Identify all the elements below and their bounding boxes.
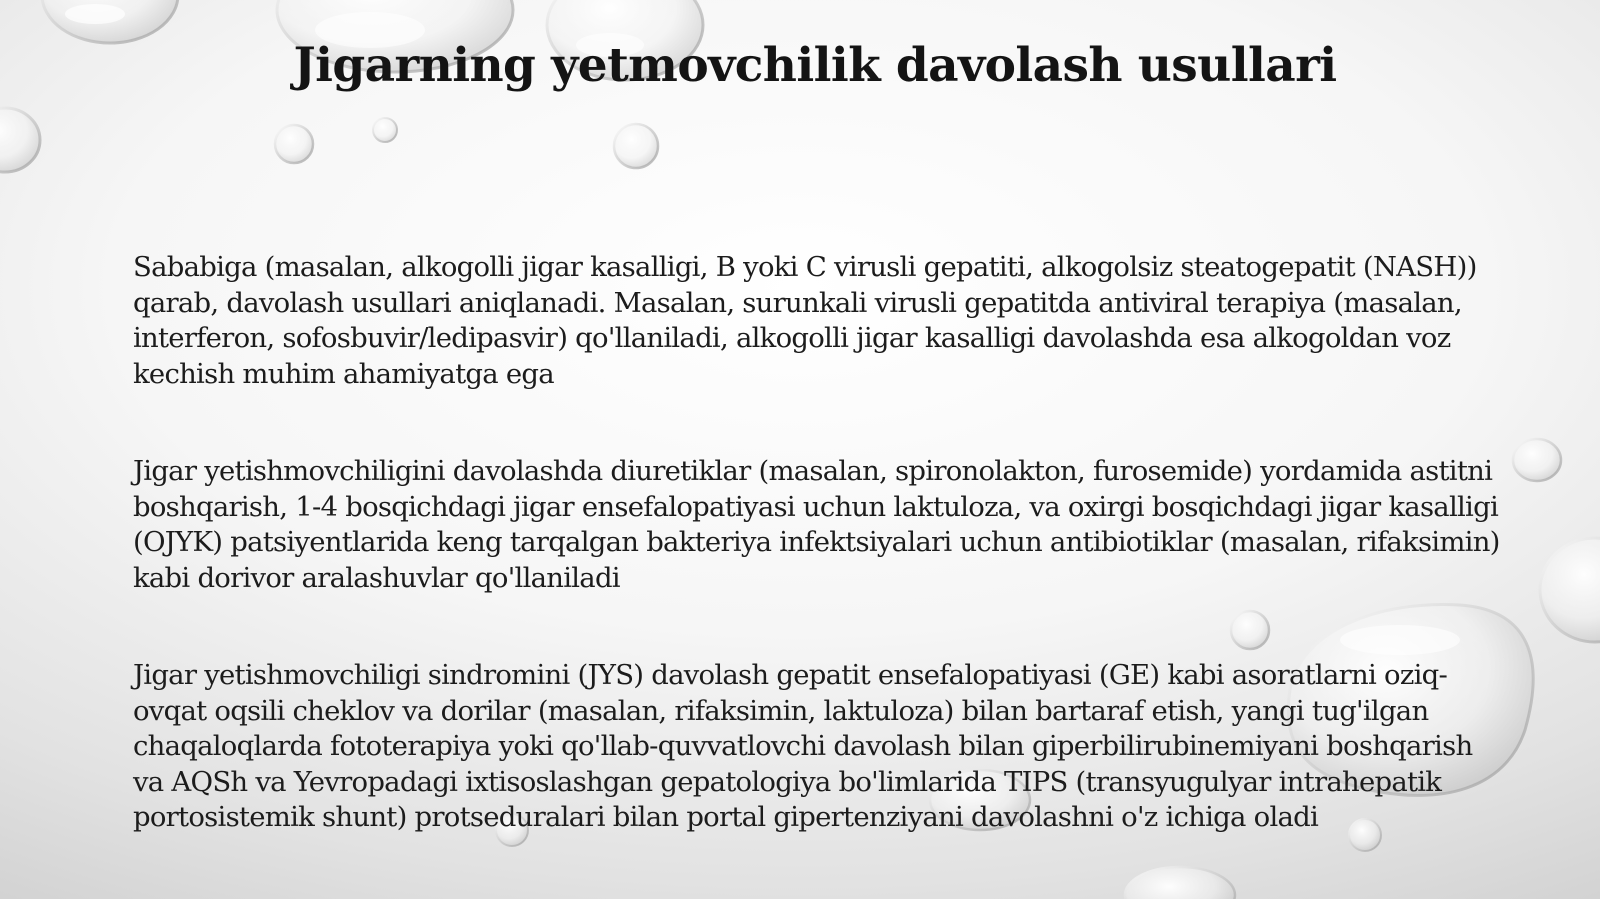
paragraph-complications: Jigar yetishmovchiligi sindromini (JYS) davolash gepatit ensefalopatiyasi (GE) kabi asoratlarni oziq-ovqat oqsili cheklov va dorilar (masalan, rifaksimin, laktuloza) bilan bartaraf etish, yangi tug'ilgan chaqaloqlarda fototerapiya yoki qo'llab-quvvatlovchi davolash bilan giperbilirubinemiyani boshqarish va AQSh va Yevropadagi ixtisoslashgan gepatologiya bo'limlarida TIPS (transyugulyar intrahepatik portosistemik shunt) protseduralari bilan portal gipertenziyani davolashni o'z ichiga oladi: [133, 659, 1473, 833]
drop-small-1: [275, 125, 313, 163]
slide-title: Jigarning yetmovchilik davolash usullari: [293, 38, 1337, 93]
drop-right-1: [1513, 439, 1561, 481]
slide-body: [133, 250, 1503, 898]
paragraph-causes: Sababiga (masalan, alkogolli jigar kasalligi, B yoki C virusli gepatiti, alkogolsiz steatogepatit (NASH)) qarab, davolash usullari aniqlanadi. Masalan, surunkali virusli gepatitda antiviral terapiya (masalan, interferon, sofosbuvir/ledipasvir) qo'llaniladi, alkogolli jigar kasalligi davolashda esa alkogoldan voz kechish muhim ahamiyatga ega: [133, 251, 1477, 390]
paragraph-medications: Jigar yetishmovchiligini davolashda diuretiklar (masalan, spironolakton, furosemide) yordamida astitni boshqarish, 1-4 bosqichdagi jigar ensefalopatiyasi uchun laktuloza, va oxirgi bosqichdagi jigar kasalligi (OJYK) patsiyentlarida keng tarqalgan bakteriya infektsiyalari uchun antibiotiklar (masalan, rifaksimin) kabi dorivor aralashuvlar qo'llaniladi: [133, 455, 1500, 594]
drop-top-left: [42, 0, 178, 43]
drop-small-3: [614, 124, 658, 168]
drop-small-2: [373, 118, 397, 142]
drop-right-2: [1540, 538, 1600, 642]
drop-left-edge: [0, 108, 40, 172]
